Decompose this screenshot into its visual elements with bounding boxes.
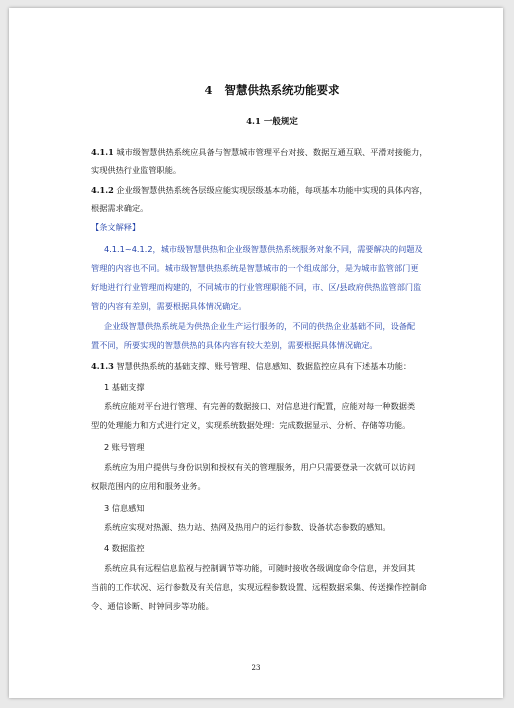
- document-page: [9, 8, 503, 698]
- chapter-number: 4: [204, 83, 213, 97]
- clause-number: 4.1.2: [91, 185, 114, 195]
- clause-4-1-1-line-2: 实现供热行业监管职能。: [91, 165, 182, 175]
- item-4-line-3: 令、通信诊断、时钟同步等功能。: [91, 601, 214, 611]
- clause-number: 4.1.3: [91, 361, 114, 371]
- item-1-heading: 1 基础支撑: [104, 382, 145, 392]
- item-1-line-2: 型的处理能力和方式进行定义，实现系统数据处理：完成数据显示、分析、存储等功能。: [91, 420, 411, 430]
- clause-4-1-2-line-1: [91, 185, 428, 195]
- explanation-p2-line-1: 企业级智慧供热系统是为供热企业生产运行服务的，不同的供热企业基础不同，设备配: [104, 321, 416, 331]
- explanation-p1-line-1: 4.1.1~4.1.2，城市级智慧供热和企业级智慧供热系统服务对象不同，需要解决的问题及: [104, 244, 423, 254]
- clause-text: 城市级智慧供热系统应具备与智慧城市管理平台对接、数据互通互联、平滑对接能力，: [116, 147, 428, 157]
- clause-text: 企业级智慧供热系统各层级应能实现层级基本功能，每项基本功能中实现的具体内容，: [116, 185, 428, 195]
- explanation-heading: 【条文解释】: [91, 222, 141, 232]
- explanation-p2-line-2: 置不同，所要实现的智慧供热的具体内容有较大差别，需要根据具体情况确定。: [91, 340, 378, 350]
- chapter-title-text: 智慧供热系统功能要求: [224, 83, 340, 97]
- explanation-p1-line-4: 管的内容有差别，需要根据具体情况确定。: [91, 301, 247, 311]
- explanation-p1-line-2: 管理的内容也不同。城市级智慧供热系统是智慧城市的一个组成部分，是为城市监管部门更: [91, 263, 419, 273]
- clause-4-1-2-line-2: 根据需求确定。: [91, 203, 149, 213]
- item-4-heading: 4 数据监控: [104, 543, 145, 553]
- item-3-heading: 3 信息感知: [104, 503, 145, 513]
- item-4-line-2: 当前的工作状况、运行参数及有关信息，实现远程参数设置、远程数据采集、传送操作控制命: [91, 582, 427, 592]
- explanation-p1-line-3: 好地进行行业管理而构建的，不同城市的行业管理职能不同，市、区/县政府供热监管部门监: [91, 282, 422, 292]
- section-title: 4.1 一般规定: [246, 117, 298, 127]
- item-3-line-1: 系统应实现对热源、热力站、热网及热用户的运行参数、设备状态参数的感知。: [104, 522, 391, 532]
- item-1-line-1: 系统应能对平台进行管理、有完善的数据接口、对信息进行配置，应能对每一种数据类: [104, 401, 416, 411]
- clause-text: 智慧供热系统的基础支撑、账号管理、信息感知、数据监控应具有下述基本功能：: [116, 361, 412, 371]
- item-2-heading: 2 账号管理: [104, 442, 145, 452]
- item-4-line-1: 系统应具有远程信息监视与控制调节等功能，可随时接收各级调度命令信息，并发回其: [104, 563, 416, 573]
- clause-number: 4.1.1: [91, 147, 114, 157]
- clause-4-1-3-line-1: [91, 361, 411, 371]
- item-2-line-1: 系统应为用户提供与身份识别和授权有关的管理服务，用户只需要登录一次就可以访问: [104, 462, 416, 472]
- clause-4-1-1-line-1: [91, 147, 428, 157]
- item-2-line-2: 权限范围内的应用和服务业务。: [91, 481, 206, 491]
- page-number: 23: [251, 664, 261, 672]
- chapter-title: [91, 82, 453, 98]
